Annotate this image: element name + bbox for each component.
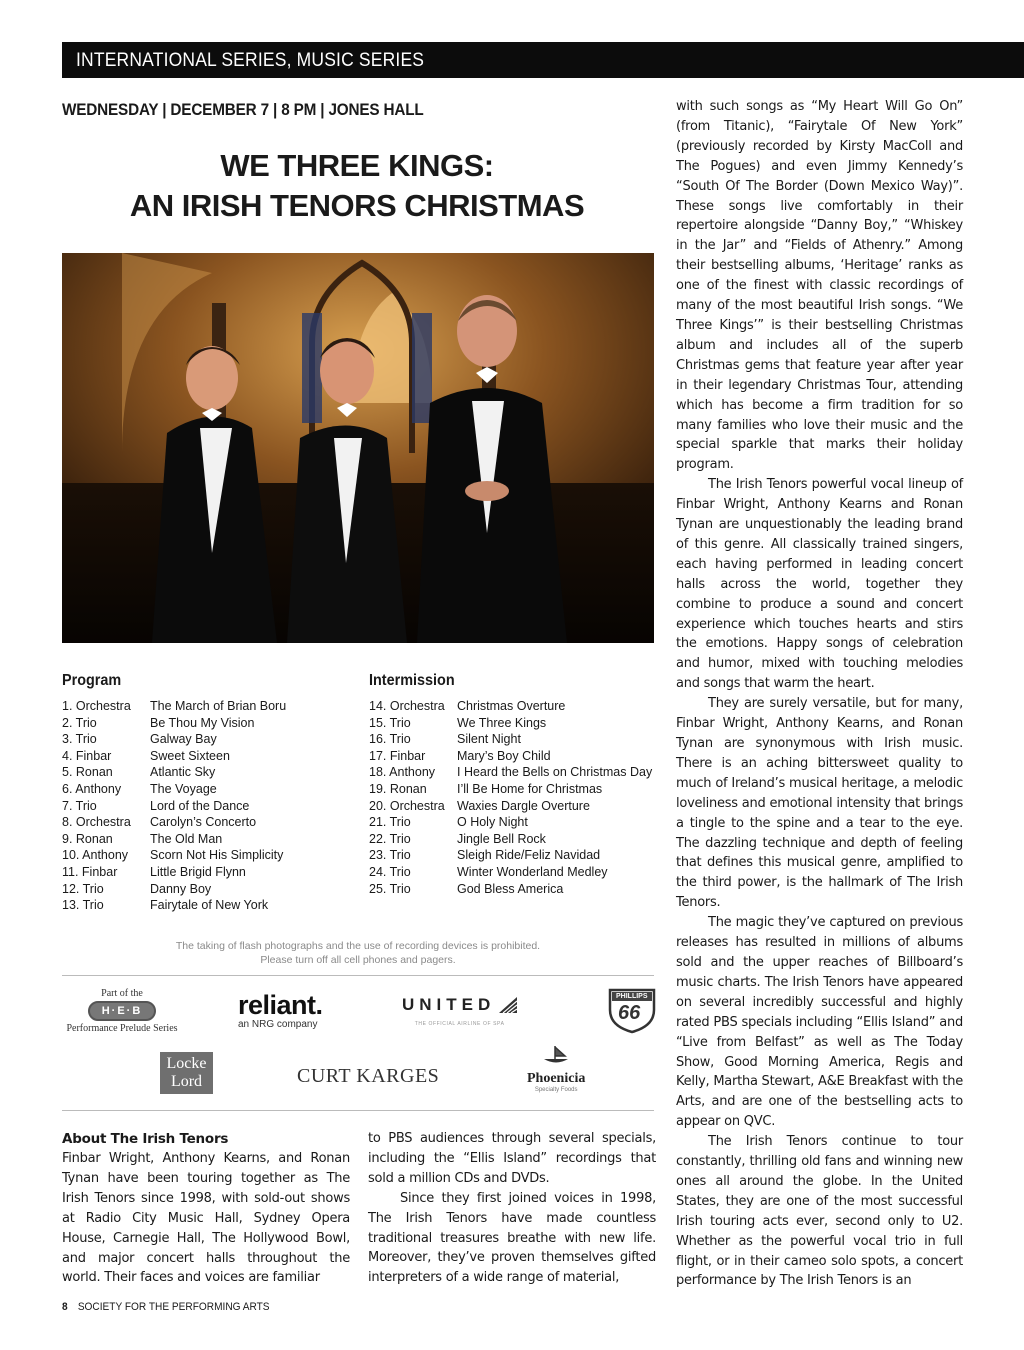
program-item-song: Winter Wonderland Medley xyxy=(457,864,608,879)
program-item-performer: 16. Trio xyxy=(369,732,411,747)
phillips-logo-number: 66 xyxy=(618,1002,641,1024)
event-date: DECEMBER 7 xyxy=(170,100,269,119)
program-item-performer: 9. Ronan xyxy=(62,831,113,846)
program-item-song: O Holy Night xyxy=(457,815,528,830)
program-item-performer: 2. Trio xyxy=(62,715,97,730)
about-column-2 xyxy=(368,1129,656,1288)
series-banner-text: INTERNATIONAL SERIES, MUSIC SERIES xyxy=(76,50,425,71)
program-item-song: Silent Night xyxy=(457,732,521,747)
program-item-song: Christmas Overture xyxy=(457,699,566,713)
program-item-song: Little Brigid Flynn xyxy=(150,864,246,879)
intermission-heading: Intermission xyxy=(369,672,455,689)
program-item-performer: 13. Trio xyxy=(62,898,104,913)
program-item-song: Fairytale of New York xyxy=(150,898,269,913)
program-item-performer: 11. Finbar xyxy=(62,864,118,879)
event-time: 8 PM xyxy=(281,100,317,119)
recording-notice xyxy=(62,939,654,967)
program-item-song: Atlantic Sky xyxy=(150,765,216,780)
program-item-song: Lord of the Dance xyxy=(150,798,250,813)
about-paragraph: The magic they’ve captured on previous releases has resulted in millions of albums sold and the upper reaches of Billboard’s music charts. The Irish Tenors have appeared on several incredibly successful and highly rated PBS specials including “Ellis Island” and “Live from Belfast” as well as The Today Show, Good Morning America, Regis and Kelly, Martha Stewart, A&E Breakfast with the Arts, and are one of the bestselling acts to appear on QVC. xyxy=(676,915,963,1130)
locke-logo-line2: Lord xyxy=(170,1073,203,1090)
program-item-song: I’ll Be Home for Christmas xyxy=(457,781,603,796)
united-tagline: THE OFFICIAL AIRLINE OF SPA xyxy=(414,1021,505,1027)
program-item-performer: 24. Trio xyxy=(369,864,411,879)
series-banner xyxy=(62,42,1024,78)
phoenicia-sponsor-logo xyxy=(527,1044,585,1093)
about-paragraph: The Irish Tenors continue to tour constantly, thrilling old fans and winning new ones all around the globe. In the United States, they are one of the most successful Irish touring acts ever, second only to U2. Whether as the powerful vocal trio in full flight, or in their cameo solo spots, a concert performance by The Irish Tenors is an xyxy=(676,1134,963,1289)
program-item-song: Danny Boy xyxy=(150,881,212,896)
event-day: WEDNESDAY xyxy=(62,100,159,119)
event-title-line2: AN IRISH TENORS CHRISTMAS xyxy=(129,188,585,223)
recording-notice-line2: Please turn off all cell phones and pagers. xyxy=(260,954,456,966)
program-item-performer: 18. Anthony xyxy=(369,765,436,780)
program-item-song: Sleigh Ride/Feliz Navidad xyxy=(457,848,601,863)
program-item-performer: 14. Orchestra xyxy=(369,699,445,713)
about-paragraph: with such songs as “My Heart Will Go On” (from Titanic), “Fairytale Of New York” (previously recorded by Kirsty MacColl and The Pogues) and even Jimmy Kennedy’s “South Of The Border (Down Mexico Way)”. These songs live comfortably in their repertoire alongside “Danny Boy,” “Whiskey in the Jar” and “Fields of Athenry.” Among their bestselling albums, ‘Heritage’ ranks as one of the finest with classic recordings of many of the most beautiful Irish songs. “We Three Kings’” is their bestselling Christmas album and includes all of the superb Christmas gems that feature year after year in their legendary Christmas Tour, attending which has become a firm tradition for so many families who love their music and the special sparkle that marks their holiday program. xyxy=(676,99,963,473)
about-paragraph: to PBS audiences through several specials, including the “Ellis Island” recordings that sold a million CDs and DVDs. xyxy=(368,1131,656,1186)
sponsors-top-divider xyxy=(62,975,654,976)
locke-logo-line1: Locke xyxy=(166,1055,207,1072)
about-paragraph: Finbar Wright, Anthony Kearns, and Ronan Tynan have been touring together as The Irish Tenors since 1998, with sold-out shows at Radio City Music Hall, Sydney Opera House, Carnegie Hall, The Hollywood Bowl, and major concert halls throughout the world. Their faces and voices are familiar xyxy=(62,1151,350,1286)
phoenicia-ship-icon xyxy=(541,1044,571,1066)
program-item-song: The Old Man xyxy=(150,831,223,846)
recording-notice-line1: The taking of flash photographs and the use of recording devices is prohibited. xyxy=(175,940,541,952)
program-item-performer: 1. Orchestra xyxy=(62,699,131,713)
publication-name: SOCIETY FOR THE PERFORMING ARTS xyxy=(77,1301,270,1313)
program-item-performer: 19. Ronan xyxy=(369,781,427,796)
about-paragraph: The Irish Tenors powerful vocal lineup of Finbar Wright, Anthony Kearns and Ronan Tynan are unquestionably the leading brand of this genre. All classically trained singers, each having performed in leading concert halls across the world, together they combine to produce a sound and concert experience which touches hearts and stirs the emotions. Happy songs of celebration and humor, mixed with touching melodies and songs that warm the heart. xyxy=(676,477,963,692)
program-item-performer: 12. Trio xyxy=(62,881,104,896)
program-item-performer: 6. Anthony xyxy=(62,781,122,796)
page-footer xyxy=(62,1301,270,1313)
program-item-performer: 7. Trio xyxy=(62,798,97,813)
program-item-song: Galway Bay xyxy=(150,732,217,747)
program-item-song: Be Thou My Vision xyxy=(150,715,255,730)
program-item-performer: 20. Orchestra xyxy=(369,798,445,813)
program-item-performer: 21. Trio xyxy=(369,815,411,830)
heb-caption-top: Part of the xyxy=(101,988,143,999)
program-item-song: Waxies Dargle Overture xyxy=(457,798,590,813)
heb-logo-mark: H·E·B xyxy=(88,1001,157,1021)
reliant-logo-text: reliant. xyxy=(238,990,323,1020)
program-item-song: I Heard the Bells on Christmas Day xyxy=(457,765,653,780)
heb-sponsor-logo xyxy=(62,988,182,1034)
program-item-performer: 8. Orchestra xyxy=(62,815,131,830)
phillips-logo-top: PHILLIPS xyxy=(616,993,648,1000)
united-globe-icon xyxy=(499,997,517,1013)
program-item-performer: 23. Trio xyxy=(369,848,411,863)
united-logo-text: UNITED xyxy=(402,995,496,1014)
reliant-sponsor-logo xyxy=(238,990,323,1030)
program-item-song: Sweet Sixteen xyxy=(150,748,230,763)
program-item-performer: 5. Ronan xyxy=(62,765,113,780)
about-paragraph: Since they first joined voices in 1998, The Irish Tenors have made countless traditional treasures breathe with new life. Moreover, they’ve proven themselves gifted interpreters of a wide range of material, xyxy=(368,1190,656,1286)
phoenicia-logo-text: Phoenicia xyxy=(527,1071,586,1086)
event-title xyxy=(62,146,652,226)
event-title-line1: WE THREE KINGS: xyxy=(220,148,494,183)
program-item-performer: 25. Trio xyxy=(369,881,411,896)
about-column-1 xyxy=(62,1129,350,1288)
program-item-performer: 10. Anthony xyxy=(62,848,129,863)
program-item-song: Scorn Not His Simplicity xyxy=(150,848,284,863)
program-item-performer: 3. Trio xyxy=(62,732,97,747)
program-item-song: The Voyage xyxy=(150,781,217,796)
program-heading: Program xyxy=(62,672,122,689)
phoenicia-tagline: Specialty Foods xyxy=(534,1087,578,1093)
program-item-performer: 4. Finbar xyxy=(62,748,112,763)
about-column-3 xyxy=(676,97,963,1291)
curt-karges-sponsor-logo: CURT KARGES xyxy=(297,1065,440,1087)
reliant-tagline: an NRG company xyxy=(238,1019,318,1030)
united-sponsor-logo xyxy=(402,995,517,1027)
heb-caption-bottom: Performance Prelude Series xyxy=(66,1023,178,1034)
locke-lord-sponsor-logo xyxy=(160,1052,213,1094)
program-item-performer: 15. Trio xyxy=(369,715,411,730)
event-info-line: WEDNESDAY | DECEMBER 7 | 8 PM | JONES HALL xyxy=(62,100,424,119)
about-paragraph: They are surely versatile, but for many, Finbar Wright, Anthony Kearns, and Ronan Tynan are synonymous with Irish music. There is an aching bittersweet quality to much of Ireland’s musical heritage, a melodic loveliness and emotional intensity that brings a tingle to the spine and a tear to the eye. The dazzling technique and depth of feeling that defines this musical genre, amplified to the third power, is the hallmark of The Irish Tenors. xyxy=(676,696,963,911)
program-item-performer: 22. Trio xyxy=(369,831,411,846)
page-number: 8 xyxy=(62,1301,68,1313)
sponsors-bottom-divider xyxy=(62,1110,654,1111)
program-item-song: We Three Kings xyxy=(457,715,547,730)
about-heading: About The Irish Tenors xyxy=(62,1131,229,1147)
program-item-song: Carolyn’s Concerto xyxy=(150,815,257,830)
program-item-song: God Bless America xyxy=(457,881,564,896)
program-item-performer: 17. Finbar xyxy=(369,748,426,763)
tenors-photo xyxy=(62,253,654,643)
phillips66-sponsor-logo xyxy=(606,986,658,1039)
program-item-song: Jingle Bell Rock xyxy=(457,831,546,846)
program-item-song: The March of Brian Boru xyxy=(150,699,287,713)
program-item-song: Mary’s Boy Child xyxy=(457,748,551,763)
event-venue: JONES HALL xyxy=(328,100,424,119)
